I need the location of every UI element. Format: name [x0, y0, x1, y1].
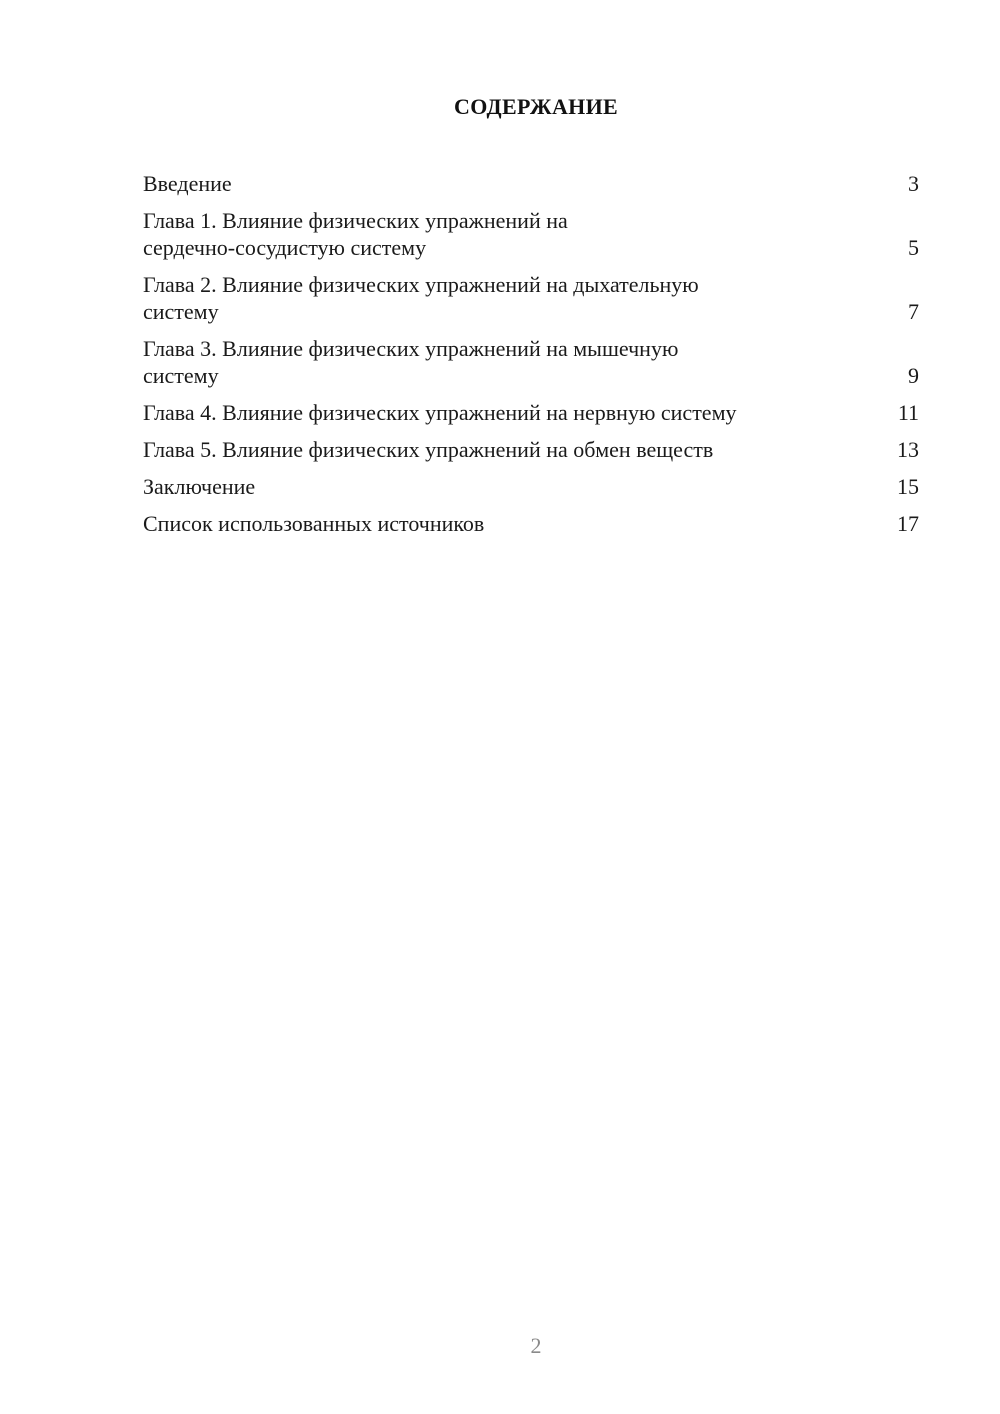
toc-entry-page-number: 7 [908, 299, 919, 324]
toc-entry-title [143, 335, 908, 389]
toc-entry-page-number: 11 [897, 400, 919, 425]
toc-entry-line: Глава 4. Влияние физических упражнений на нервную систему [143, 400, 737, 425]
toc-entry[interactable] [143, 170, 919, 197]
toc-entry[interactable] [143, 473, 919, 500]
toc-entry-page-number: 13 [897, 437, 919, 462]
toc-entry[interactable] [143, 207, 919, 261]
toc-entry-line: систему [143, 363, 219, 388]
toc-entry[interactable] [143, 399, 919, 426]
page-title: СОДЕРЖАНИЕ [454, 94, 618, 119]
toc-entry-page-number: 9 [908, 363, 919, 388]
toc-entry-line: Глава 3. Влияние физических упражнений на мышечную [143, 336, 679, 361]
toc-entry-line: Глава 5. Влияние физических упражнений на обмен веществ [143, 437, 714, 462]
toc-entry[interactable] [143, 436, 919, 463]
toc-entry-page-number: 15 [897, 474, 919, 499]
toc-entry-line: Введение [143, 171, 232, 196]
toc-entry-title [143, 436, 897, 463]
page-number: 2 [530, 1333, 542, 1358]
toc-entry-page-number: 3 [908, 171, 919, 196]
toc-entry-title [143, 399, 898, 426]
toc-entry-line: сердечно-сосудистую систему [143, 235, 427, 260]
toc-entry-page-number: 5 [908, 235, 919, 260]
table-of-contents [143, 170, 919, 547]
toc-entry-title [143, 170, 908, 197]
toc-entry-line: Заключение [143, 474, 256, 499]
toc-entry[interactable] [143, 335, 919, 389]
toc-entry-page-number: 17 [897, 511, 919, 536]
toc-entry-line: Глава 2. Влияние физических упражнений на дыхательную [143, 272, 699, 297]
toc-entry[interactable] [143, 510, 919, 537]
toc-entry-title [143, 207, 908, 261]
toc-entry-line: Глава 1. Влияние физических упражнений на [143, 208, 568, 233]
toc-entry-line: Список использованных источников [143, 511, 485, 536]
toc-entry[interactable] [143, 271, 919, 325]
toc-entry-line: систему [143, 299, 219, 324]
toc-entry-title [143, 473, 897, 500]
toc-entry-title [143, 271, 908, 325]
toc-entry-title [143, 510, 897, 537]
